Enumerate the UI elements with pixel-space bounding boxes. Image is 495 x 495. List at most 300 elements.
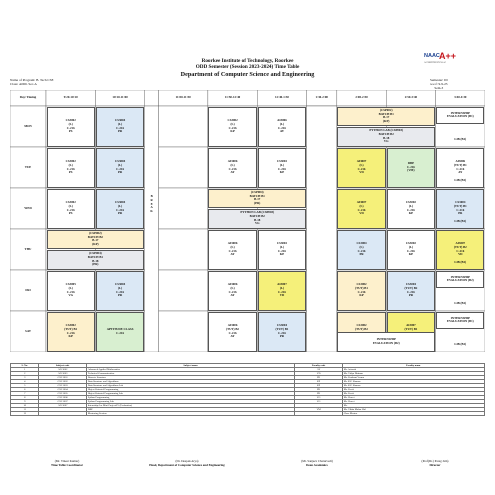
subject-cell: Ms. Vidya Dhiman [342,372,484,376]
cell-line: PR [118,129,123,134]
cell-line: (CSP002) [379,107,393,112]
cell-line: EVALUATION (B1) [446,114,474,119]
cell-line: (VM) [407,168,415,173]
class-cell [258,312,306,352]
class-cell [208,209,306,229]
cell-line: C-216 [357,289,366,294]
cell-line: LIB (B1) [454,218,467,223]
subject-cell: Mr. Vineet [342,400,484,404]
day-label [10,270,46,311]
lib-mark [436,258,485,268]
signature-block [380,460,490,467]
cell-line: EVALUATION (B2) [446,278,474,283]
semester-info [430,78,448,91]
department-title: Department of Computer Science and Engineering [180,71,315,78]
cell-line: INTERNSHIP [450,110,470,115]
subject-cell: Ms. Preeti [342,392,484,396]
cell-line: AI3006 [455,159,466,164]
cell-line: AI3006 [227,241,238,246]
cell-line: EVALUATION (B1) [446,319,474,324]
cell-line: (L) [408,203,413,208]
subject-cell: 12 [11,412,39,416]
lib-mark [436,135,485,145]
break-label [145,172,159,238]
subject-list [10,363,485,416]
subject-cell: KP [295,380,342,384]
cell-line: C-216 [66,125,75,130]
cell-line: (TUT) B2 [453,244,467,249]
class-cell [258,271,306,311]
signature-block [262,460,372,467]
cell-line: BATCH B2 [87,234,103,239]
class-cell [208,148,256,188]
class-cell [208,230,256,270]
cell-line: (L) [359,244,364,249]
cell-line: C-216 [278,248,286,253]
class-cell [337,189,385,229]
class-cell [208,271,256,311]
cell-line: CS3004 [114,159,126,164]
cell-line: CS3004 [114,118,126,123]
time-header [95,90,144,106]
signatory-name: (Prof(Dr.) Parag Jain) [421,459,449,463]
cell-line: AI3007 [406,323,416,328]
subject-cell: Object Oriented Programming [86,388,295,392]
cell-line: CS3002 [65,118,76,123]
cell-line: VG [68,293,73,298]
day-header [10,90,46,106]
class-cell [47,230,145,250]
cell-line: C-216 [456,207,465,212]
cell-line: BATCH B1 [249,193,265,198]
subject-cell: PR [295,376,342,380]
cell-line: CS3004 [455,200,466,205]
cell-line: (TUT) B1 [64,326,78,331]
cell-line: (L) [118,121,123,126]
cell-line: (TUT) B2 [226,326,239,331]
day-label [10,106,46,147]
class-cell [47,189,95,229]
signatory-name: (Mr. Sanjeev Chaturvedi) [301,459,333,463]
lib-mark [436,176,485,186]
cell-line: C-216 [278,166,286,171]
cell-line: INTERNSHIP [450,274,470,279]
subject-cell: CS3 3007 [39,400,86,404]
break-letter: K [150,208,153,213]
cell-line: 2:50-3:40 [404,95,418,100]
subject-cell: Mr. Avinash [342,368,484,372]
cell-line: C-216 [406,207,415,212]
cell-line: (L) [359,162,364,167]
cell-line: CS3002 [65,323,76,328]
cell-line: (L) [230,162,235,167]
cell-line: (L) [68,285,73,290]
class-cell [96,312,144,352]
cell-line: 10:10-11:00 [112,95,128,100]
subject-cell: VG [295,396,342,400]
cell-line: VD [359,170,364,175]
subject-cell: Mr. K.P. Sharma [342,380,484,384]
subject-cell: Mr. Vineet [342,396,484,400]
subject-cell [295,412,342,416]
cell-line: C-216 [228,330,237,335]
cell-line: LIB (B1) [454,177,467,182]
class-cell [387,230,435,270]
signatory-role: Dean Academics [306,462,328,467]
subject-cell: PR [295,388,342,392]
class-cell [258,230,306,270]
cell-line: (L) [359,203,364,208]
subject-cell: VG [295,400,342,404]
cell-line: 2:00-2:50 [355,95,368,100]
cell-line: (CSP004) [250,189,264,194]
subject-cell: AI3 3003 [39,372,86,376]
time-header [337,90,386,106]
sem-tag: Sem-3 [434,86,444,91]
naac-logo-grade: A++ [439,51,457,61]
cell-line: B-17 [254,197,261,202]
class-cell [436,107,484,124]
break-letter: B [150,194,153,199]
subject-cell: CS3 3003 [39,384,86,388]
cell-line: (L) [279,285,285,290]
cell-line: KP [230,129,235,134]
subject-cell: 9 [11,400,39,404]
cell-line: CS3002 [276,159,288,164]
cell-line: 1:30-2:00 [315,95,328,100]
cell-line: PR [408,293,413,298]
cell-line: APTITUDE CLASS [106,326,134,331]
cell-line: 3:40-4:30 [454,95,467,100]
class-cell [96,107,144,147]
cell-line: AI3007 [277,282,287,287]
timetable [10,90,485,352]
time-header [208,90,257,106]
class-cell [96,189,144,229]
subject-cell: VD [295,372,342,376]
class-cell [337,107,435,127]
cell-line: VD [458,252,463,257]
cell-line: KP [408,211,414,216]
time-header [257,90,306,106]
cell-line: (TUT) B1 [453,203,467,208]
class-cell [96,148,144,188]
cell-line: C-216 [357,207,366,212]
lib-mark [436,217,485,227]
signatory-role: Head, Department of Computer Science and Engineering [149,462,225,467]
class-cell [436,271,484,288]
effective-date: w.e.f: 9-9-23 [430,82,448,87]
cell-line: INTERNSHIP [376,337,396,342]
cell-line: C-216 [278,330,286,335]
cell-line: AI3007 [356,200,367,205]
subject-cell: DBP [86,408,295,412]
subject-header-cell: Faculty code [295,364,342,368]
cell-line: (CSP002) [89,230,102,235]
subject-cell: Python Programming Lab [86,400,295,404]
day-label [10,311,46,352]
cell-line: C-216 [456,248,465,253]
cell-line: C-216 [116,166,125,171]
break-letter: R [150,197,153,202]
cell-line: C-216 [406,164,415,169]
cell-line: BATCH B2 [249,214,265,219]
cell-line: CS3004 [405,282,416,287]
subject-cell: 5 [11,384,39,388]
cell-line: 11:00-11:50 [175,95,191,100]
cell-line: BATCH B1 [378,111,394,116]
cell-line: 9:20-10:10 [63,95,78,100]
cell-line: B-17 [92,238,99,243]
time-header [307,90,337,106]
cell-line: PR [118,211,123,216]
naac-logo-note: ACCREDITED BY NAAC [424,62,447,64]
cell-line: THU [24,246,32,251]
cell-line: C-216 [228,248,237,253]
cell-line: CS3004 [276,323,288,328]
cell-line: C-216 [116,207,125,212]
class-cell [208,107,256,147]
cell-line: CS3002 [227,118,238,123]
signatory-role: Time Table Coordinator [50,462,84,467]
cell-line: C-216 [228,166,237,171]
slot-cell [158,311,207,352]
slot-cell [158,188,207,229]
cell-line: AI3007 [455,241,466,246]
cell-line: (L) [230,244,235,249]
subject-cell: 11 [11,408,39,412]
cell-line: (TUT) B1 [404,326,418,331]
break-letter: E [150,201,153,206]
cell-line: DBP [407,160,414,165]
cell-line: C-216 [228,289,237,294]
class-cell [96,271,144,311]
class-cell [47,148,95,188]
cell-line: (TUT) B1 [453,162,467,167]
subject-cell: CS3 3005 [39,392,86,396]
class-cell [258,107,306,147]
cell-line: (KP) [92,241,99,246]
cell-line: C-216 [66,207,75,212]
cell-line: C-216 [66,166,75,171]
subject-header-cell: Faculty name [342,364,484,368]
cell-line: PR [458,211,463,216]
signatory-role: Director [429,462,441,467]
subject-cell: Mr. [342,404,484,408]
cell-line: (TUT) B2 [355,326,368,331]
program-info [10,78,54,86]
subject-header-cell: S. No. [11,364,39,368]
cell-line: AY [230,170,235,175]
cell-line: (KP) [383,118,390,123]
cell-line: KP [359,293,364,298]
lib-mark [436,299,485,309]
cell-line: PR [118,170,123,175]
subject-cell: 8 [11,396,39,400]
cell-line: PS [68,170,73,175]
cell-line: MON [24,123,32,128]
cell-line: (PR) [92,262,99,267]
cell-line: CS3002 [405,241,416,246]
session-title: ODD Semester (Session 2023-2024) Time Table [195,64,300,70]
subject-cell: 6 [11,388,39,392]
subject-cell: Data Structure and Algorithms [86,380,295,384]
time-header [386,90,435,106]
cell-line: CS3004 [114,200,126,205]
table-row [11,412,485,416]
cell-line: C-216 [116,125,125,130]
cell-line: (L) [68,121,73,126]
class-cell [337,148,385,188]
cell-line: LIB (B1) [454,136,467,141]
cell-line: KP [68,334,73,339]
cell-line: TUE [24,164,32,169]
slot-cell [158,229,207,270]
institute-name: Roorkee Institute of Technology, Roorkee [201,58,294,64]
time-header [158,90,207,106]
signatory-name: (Dr. Deepak Arya) [175,459,199,463]
subject-cell: CS3 3001 [39,376,86,380]
cell-line: (PR) [254,200,261,205]
subject-table [10,363,485,416]
subject-cell: Technical Communication [86,372,295,376]
subject-header-cell: Subject name [86,364,295,368]
signature-block [12,460,122,467]
cell-line: (L) [118,203,123,208]
slot-cell [158,106,207,147]
cell-line: PYTHON LAB (CSP003) [240,210,275,215]
signatory-name: (Mr. Vineet Kumar) [54,459,80,463]
subject-cell: Ms. Prashant Verma [342,376,484,380]
day-label [10,229,46,270]
subject-cell: Data Structure and Algorithms Lab [86,384,295,388]
cell-line: CS3004 [114,282,126,287]
naac-logo-text: NAAC [424,53,440,59]
cell-line: BATCH B1 [87,255,103,260]
subject-cell: AI3 3007 [39,404,86,408]
cell-line: LIB (B1) [454,300,467,305]
signature-block [132,460,242,467]
cell-line: VD [279,293,285,298]
cell-line: SAT [25,328,31,333]
class-cell [337,230,385,270]
cell-line: CS3002 [276,241,288,246]
subject-cell: Mentoring Session [86,412,295,416]
subject-cell: Object Oriented Programming Lab [86,392,295,396]
subject-cell: Mr. K.P. Sharma [342,384,484,388]
subject-cell: 4 [11,380,39,384]
subject-cell: Advanced Applied Mathematics [86,368,295,372]
class-cell [387,148,435,188]
cell-line: (L) [68,203,73,208]
cell-line: (L) [408,244,413,249]
cell-line: AI3007 [356,159,367,164]
cell-line: VG [254,221,260,226]
cell-line: (L) [279,121,285,126]
subject-cell: 10 [11,404,39,408]
class-cell [208,312,256,352]
cell-line: (L) [230,285,235,290]
slot-cell [158,147,207,188]
subject-cell: 7 [11,392,39,396]
cell-line: WED [24,205,32,210]
cell-line: C-216 [456,166,465,171]
subject-cell: 1 [11,368,39,372]
subject-cell: 2 [11,372,39,376]
cell-line: EVALUATION (B2) [372,340,400,345]
cell-line: CS3002 [405,200,416,205]
cell-line: AY [458,170,463,175]
cell-line: INTERNSHIP [450,315,470,320]
class-cell [47,107,95,147]
class-cell [337,332,435,352]
cell-line: C-216 [406,248,415,253]
cell-line: CS3002 [356,282,367,287]
cell-line: (TUT) B1 [275,326,289,331]
cell-line: B-18 [92,258,99,263]
subject-cell: VM [295,408,342,412]
cell-line: (L) [118,162,123,167]
class-cell [436,312,484,329]
cell-line: (L) [68,162,73,167]
cell-line: AI3006 [227,323,238,328]
class-cell [387,189,435,229]
class-cell [47,312,95,352]
cell-line: (TUT) B1 [355,285,368,290]
subject-cell: KP [295,384,342,388]
cell-line: PS [68,129,73,134]
cell-line: VG [383,139,389,144]
cell-line: AY [230,293,235,298]
program-name: Name of Program: B. Tech CSE [10,78,54,82]
time-header [46,90,95,106]
cell-line: Day/ Timing [19,95,37,100]
subject-cell: CS3 3004 [39,388,86,392]
cell-line: PR [359,252,364,257]
cell-line: (L) [118,285,123,290]
cell-line: BATCH B2 [378,132,394,137]
cell-line: PR [279,334,285,339]
cell-line: AI3006 [277,118,287,123]
class-cell [208,189,306,209]
subject-header-cell: Subject code [39,364,86,368]
cell-line: PYTHON LAB (CSP003) [369,128,404,133]
cell-line: C-216 [66,289,75,294]
cell-line: FRI [25,287,31,292]
naac-logo [424,52,460,66]
break-letter: A [150,205,153,210]
cell-line: CS3004 [356,241,367,246]
subject-cell: CS3 3002 [39,380,86,384]
cell-line: CS3002 [65,200,76,205]
cell-line: PS [68,211,73,216]
cell-line: LIB (B1) [454,341,467,346]
cell-line: LIB (B1) [454,259,467,264]
cell-line: 12:40-1:30 [274,95,289,100]
cell-line: C-216 [116,289,125,294]
semester: Semester: III [430,78,448,82]
cell-line: C-216 [116,330,125,335]
cell-line: B-17 [383,115,390,120]
class-cell [47,271,95,311]
time-header [436,90,485,106]
cell-line: (CSP004) [89,251,102,256]
cell-line: B-18 [254,217,261,222]
cell-line: C-216 [357,166,366,171]
subject-cell: AY [295,368,342,372]
cell-line: PR [118,293,123,298]
cell-line: AI3006 [227,282,238,287]
